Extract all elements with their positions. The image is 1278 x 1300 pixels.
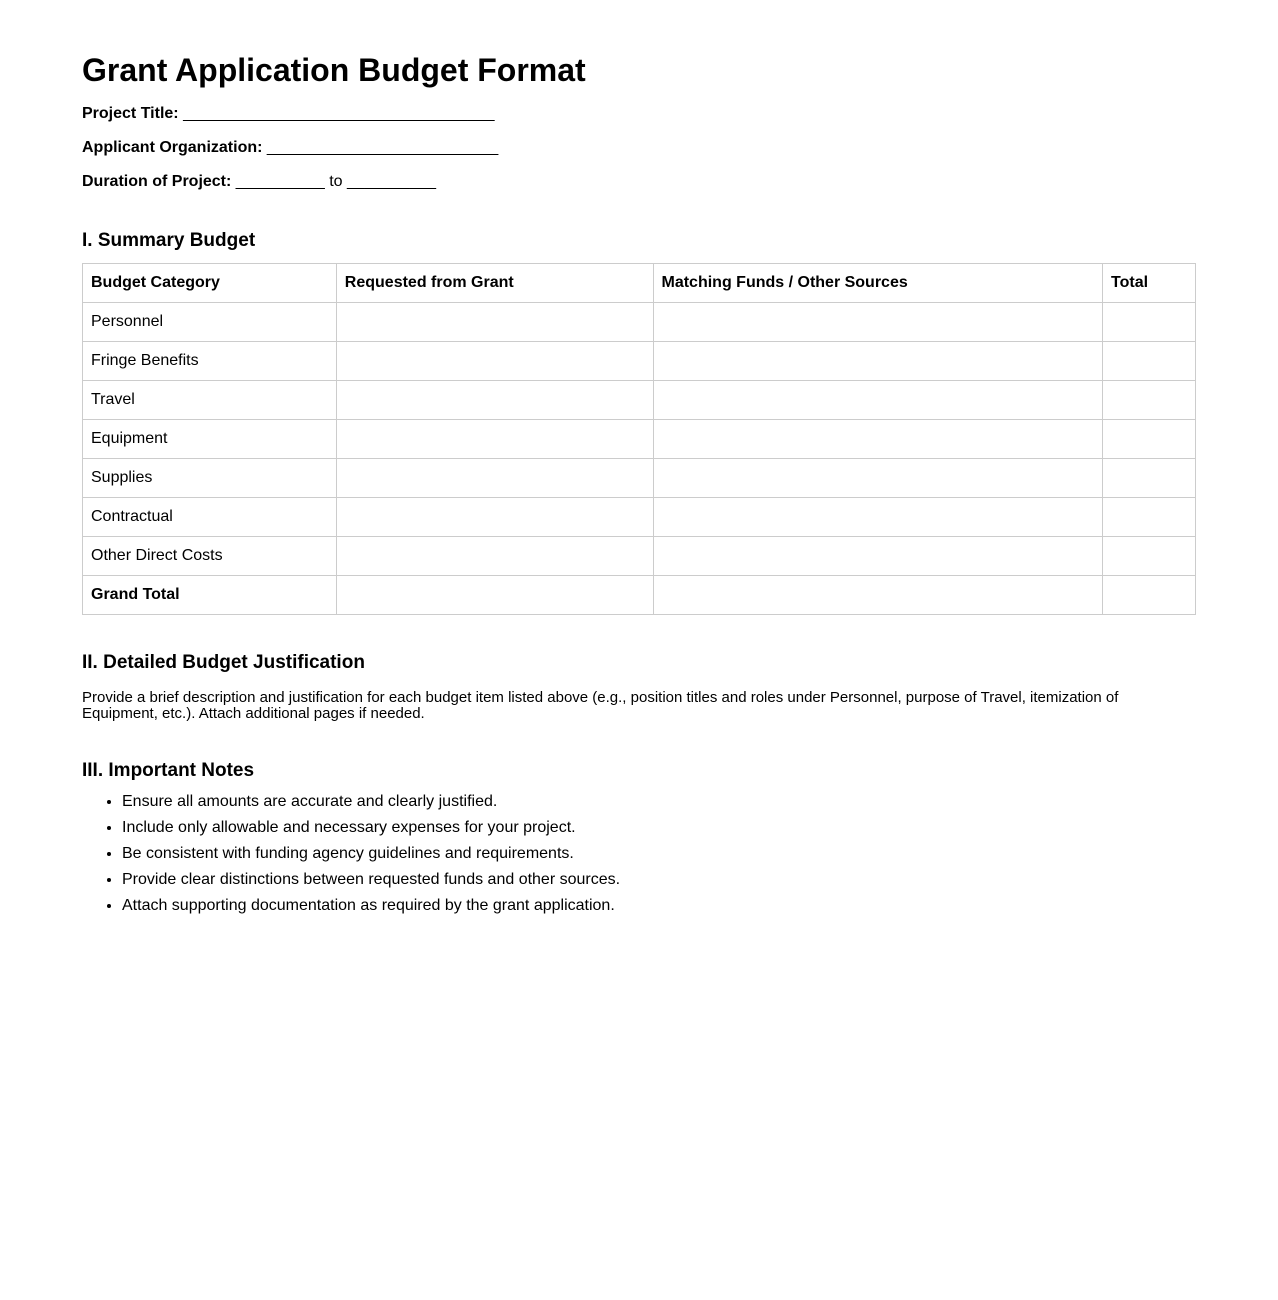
table-row — [83, 498, 1196, 537]
row-category: Travel — [83, 381, 337, 420]
row-category: Fringe Benefits — [83, 342, 337, 381]
applicant-organization-blank: __________________________ — [266, 139, 499, 156]
table-row — [83, 303, 1196, 342]
row-category: Supplies — [83, 459, 337, 498]
total-cell[interactable] — [1103, 342, 1196, 381]
grand-total-row — [83, 576, 1196, 615]
matching-cell[interactable] — [653, 342, 1103, 381]
total-cell[interactable] — [1103, 459, 1196, 498]
total-cell[interactable] — [1103, 576, 1196, 615]
duration-label: Duration of Project: — [82, 173, 232, 190]
total-cell[interactable] — [1103, 498, 1196, 537]
duration-end-blank: __________ — [347, 173, 437, 190]
total-cell[interactable] — [1103, 381, 1196, 420]
summary-budget-heading: I. Summary Budget — [82, 230, 256, 251]
row-category: Other Direct Costs — [83, 537, 337, 576]
project-title-field — [82, 104, 1196, 124]
applicant-organization-label: Applicant Organization: — [82, 139, 263, 156]
summary-budget-table — [82, 263, 1196, 615]
total-cell[interactable] — [1103, 420, 1196, 459]
table-row — [83, 381, 1196, 420]
matching-cell[interactable] — [653, 303, 1103, 342]
table-row — [83, 420, 1196, 459]
requested-cell[interactable] — [336, 537, 653, 576]
page-title: Grant Application Budget Format — [82, 52, 586, 88]
header-requested-from-grant: Requested from Grant — [336, 264, 653, 303]
list-item: • Include only allowable and necessary expenses for your project. — [122, 818, 1196, 838]
justification-heading: II. Detailed Budget Justification — [82, 652, 365, 673]
justification-text: Provide a brief description and justification for each budget item listed above (e.g., position titles and roles under Personnel, purpose of Travel, itemization of Equipment, etc.). Attach additional pages if needed. — [82, 689, 1119, 722]
matching-cell[interactable] — [653, 459, 1103, 498]
matching-cell[interactable] — [653, 498, 1103, 537]
header-matching-funds: Matching Funds / Other Sources — [653, 264, 1103, 303]
list-item: • Ensure all amounts are accurate and clearly justified. — [122, 792, 1196, 812]
requested-cell[interactable] — [336, 342, 653, 381]
requested-cell[interactable] — [336, 459, 653, 498]
project-title-label: Project Title: — [82, 105, 179, 122]
table-row — [83, 342, 1196, 381]
matching-cell[interactable] — [653, 537, 1103, 576]
list-item: • Attach supporting documentation as required by the grant application. — [122, 896, 1196, 916]
duration-field — [82, 172, 1196, 192]
total-cell[interactable] — [1103, 303, 1196, 342]
requested-cell[interactable] — [336, 498, 653, 537]
important-notes-heading: III. Important Notes — [82, 760, 255, 781]
header-total: Total — [1103, 264, 1196, 303]
table-header-row — [83, 264, 1196, 303]
header-budget-category: Budget Category — [83, 264, 337, 303]
row-category: Personnel — [83, 303, 337, 342]
list-item: • Provide clear distinctions between requested funds and other sources. — [122, 870, 1196, 890]
requested-cell[interactable] — [336, 303, 653, 342]
matching-cell[interactable] — [653, 576, 1103, 615]
project-title-blank: ___________________________________ — [183, 105, 495, 122]
applicant-organization-field — [82, 138, 1196, 158]
matching-cell[interactable] — [653, 381, 1103, 420]
duration-to-text: to — [329, 173, 343, 190]
total-cell[interactable] — [1103, 537, 1196, 576]
list-item: • Be consistent with funding agency guidelines and requirements. — [122, 844, 1196, 864]
requested-cell[interactable] — [336, 381, 653, 420]
row-category: Equipment — [83, 420, 337, 459]
table-row — [83, 537, 1196, 576]
duration-start-blank: __________ — [235, 173, 325, 190]
matching-cell[interactable] — [653, 420, 1103, 459]
row-category: Contractual — [83, 498, 337, 537]
notes-list — [82, 792, 1196, 916]
requested-cell[interactable] — [336, 576, 653, 615]
table-row — [83, 459, 1196, 498]
requested-cell[interactable] — [336, 420, 653, 459]
grand-total-label: Grand Total — [83, 576, 337, 615]
